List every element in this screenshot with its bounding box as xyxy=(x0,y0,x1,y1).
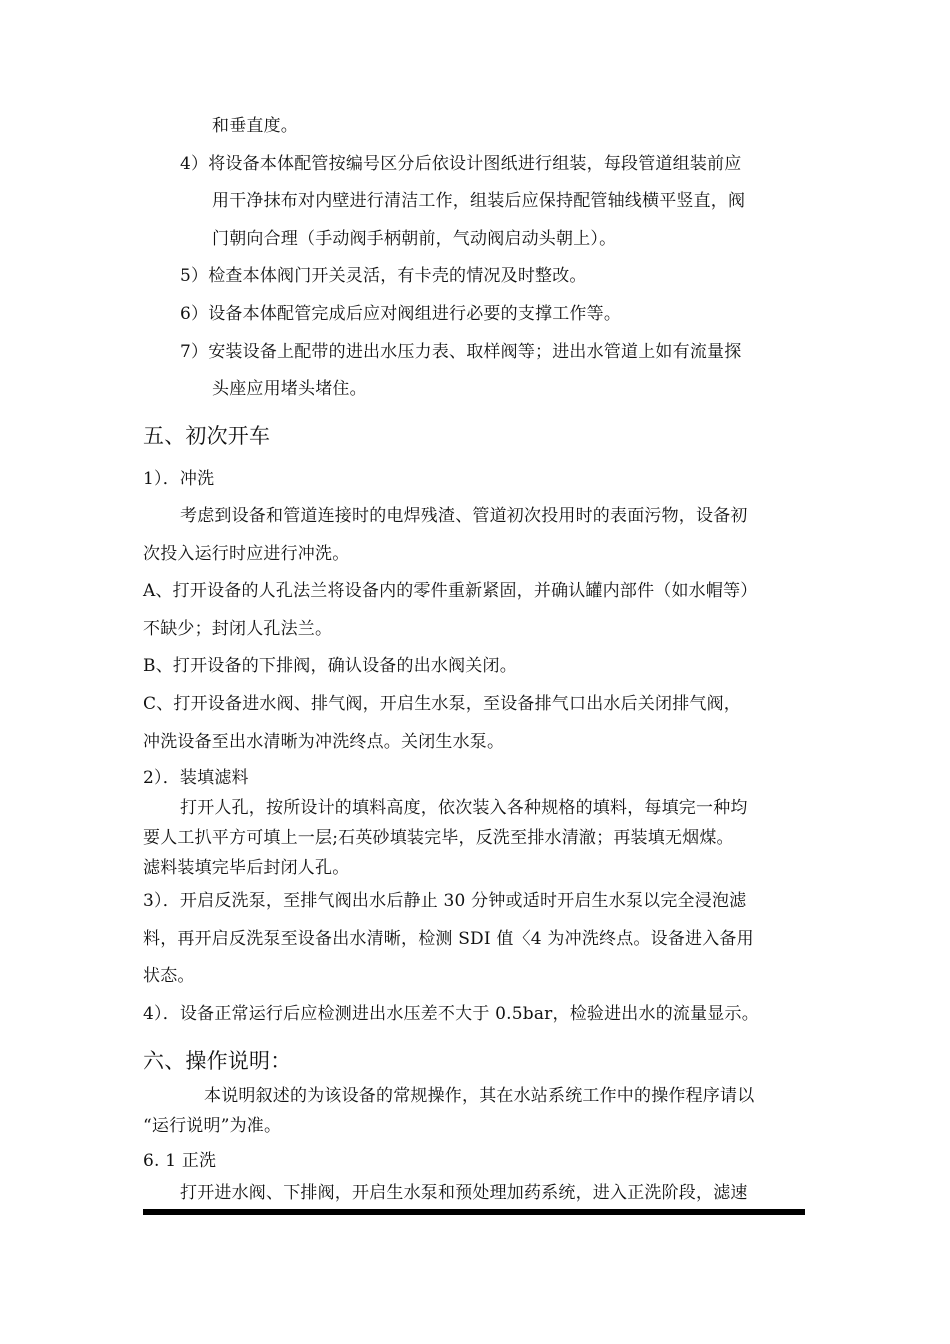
step-c: C、打开设备进水阀、排气阀，开启生水泵，至设备排气口出水后关闭排气阀， xyxy=(143,694,742,714)
text-line: 状态。 xyxy=(143,966,195,986)
list-item-4: 4）将设备本体配管按编号区分后依设计图纸进行组装，每段管道组装前应 xyxy=(180,154,742,174)
section-heading-6: 六、操作说明： xyxy=(143,1049,292,1073)
step-3: 3）．开启反洗泵，至排气阀出水后静止 30 分钟或适时开启生水泵以完全浸泡滤 xyxy=(143,891,747,911)
subsection-heading: 2）．装填滤料 xyxy=(143,768,249,788)
text-line: 滤料装填完毕后封闭人孔。 xyxy=(143,858,350,878)
paragraph-line: 考虑到设备和管道连接时的电焊残渣、管道初次投用时的表面污物，设备初 xyxy=(180,506,748,526)
step-b: B、打开设备的下排阀，确认设备的出水阀关闭。 xyxy=(143,656,517,676)
list-item-5: 5）检查本体阀门开关灵活，有卡壳的情况及时整改。 xyxy=(180,266,587,286)
subsection-heading: 1）．冲洗 xyxy=(143,469,215,489)
text-line: 和垂直度。 xyxy=(212,116,298,136)
text-line: 用干净抹布对内壁进行清洁工作，组装后应保持配管轴线横平竖直，阀 xyxy=(212,191,746,211)
paragraph-line: 本说明叙述的为该设备的常规操作，其在水站系统工作中的操作程序请以 xyxy=(204,1086,755,1106)
section-heading-5: 五、初次开车 xyxy=(143,424,271,448)
paragraph-line: 打开人孔，按所设计的填料高度，依次装入各种规格的填料，每填完一种均 xyxy=(180,798,748,818)
text-line: 不缺少；封闭人孔法兰。 xyxy=(143,619,333,639)
footer-rule xyxy=(143,1209,805,1215)
list-item-6: 6）设备本体配管完成后应对阀组进行必要的支撑工作等。 xyxy=(180,304,622,324)
step-a: A、打开设备的人孔法兰将设备内的零件重新紧固，并确认罐内部件（如水帽等） xyxy=(143,581,758,601)
text-line: 料，再开启反洗泵至设备出水清晰，检测 SDI 值〈4 为冲洗终点。设备进入备用 xyxy=(143,929,754,949)
text-line: 要人工扒平方可填上一层;石英砂填装完毕，反洗至排水清澈；再装填无烟煤。 xyxy=(143,828,734,848)
paragraph-line: 打开进水阀、下排阀，开启生水泵和预处理加药系统，进入正洗阶段，滤速 xyxy=(180,1183,748,1203)
list-item-7: 7）安装设备上配带的进出水压力表、取样阀等；进出水管道上如有流量探 xyxy=(180,342,742,362)
subsection-heading: 6. 1 正洗 xyxy=(143,1151,217,1171)
text-line: 冲洗设备至出水清晰为冲洗终点。关闭生水泵。 xyxy=(143,732,505,752)
text-line: 门朝向合理（手动阀手柄朝前，气动阀启动头朝上）。 xyxy=(212,229,617,249)
step-4: 4）．设备正常运行后应检测进出水压差不大于 0.5bar，检验进出水的流量显示。 xyxy=(143,1004,759,1024)
text-line: “运行说明”为准。 xyxy=(143,1116,282,1136)
text-line: 次投入运行时应进行冲洗。 xyxy=(143,544,350,564)
text-line: 头座应用堵头堵住。 xyxy=(212,379,367,399)
